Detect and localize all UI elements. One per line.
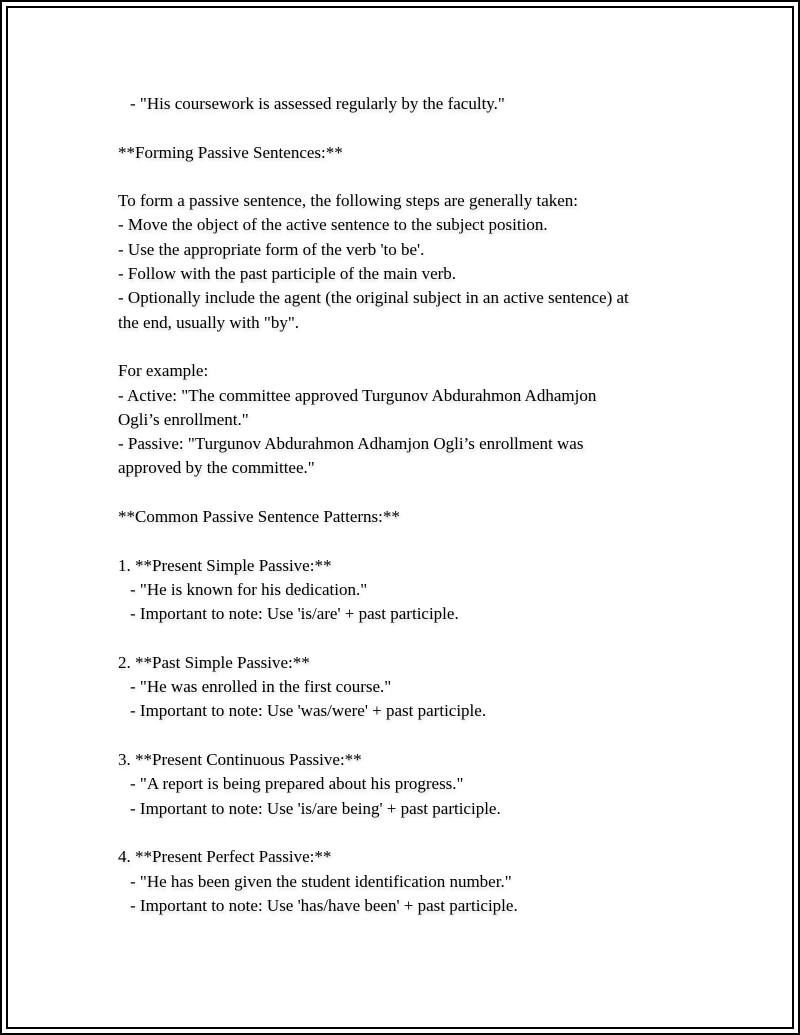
- step-line: the end, usually with "by".: [118, 312, 300, 332]
- example-label: For example:: [118, 361, 209, 381]
- pattern-title: 2. **Past Simple Passive:**: [118, 652, 310, 672]
- pattern-title: 1. **Present Simple Passive:**: [118, 555, 332, 575]
- example-line: Ogli’s enrollment.": [118, 409, 249, 429]
- pattern-note: - Important to note: Use 'is/are' + past participle.: [130, 604, 459, 624]
- step-line: - Use the appropriate form of the verb 'to be'.: [118, 239, 425, 259]
- step-line: - Move the object of the active sentence to the subject position.: [118, 215, 548, 235]
- pattern-example: - "A report is being prepared about his progress.": [130, 774, 464, 794]
- step-line: - Optionally include the agent (the original subject in an active sentence) at: [118, 288, 629, 308]
- intro-example: - "His coursework is assessed regularly by the faculty.": [130, 94, 505, 113]
- forming-intro: To form a passive sentence, the following steps are generally taken:: [118, 191, 579, 211]
- pattern-example: - "He is known for his dedication.": [130, 579, 368, 599]
- pattern-note: - Important to note: Use 'was/were' + past participle.: [130, 701, 487, 721]
- example-line: - Active: "The committee approved Turgunov Abdurahmon Adhamjon: [118, 385, 597, 405]
- pattern-title: 4. **Present Perfect Passive:**: [118, 847, 332, 867]
- spacer: [118, 529, 698, 553]
- pattern-note: - Important to note: Use 'is/are being' + past participle.: [130, 798, 501, 818]
- patterns-heading: **Common Passive Sentence Patterns:**: [118, 507, 400, 527]
- pattern-note: - Important to note: Use 'has/have been' + past participle.: [130, 895, 518, 915]
- spacer: [118, 116, 698, 140]
- example-line: - Passive: "Turgunov Abdurahmon Adhamjon Ogli’s enrollment was: [118, 434, 584, 454]
- pattern-title: 3. **Present Continuous Passive:**: [118, 750, 362, 770]
- spacer: [118, 481, 698, 505]
- example-line: approved by the committee.": [118, 458, 315, 478]
- pattern-example: - "He was enrolled in the first course.": [130, 677, 392, 697]
- step-line: - Follow with the past participle of the main verb.: [118, 264, 457, 284]
- spacer: [118, 335, 698, 359]
- forming-heading: **Forming Passive Sentences:**: [118, 142, 343, 162]
- document-body: [118, 92, 698, 918]
- pattern-example: - "He has been given the student identification number.": [130, 871, 512, 891]
- spacer: [118, 821, 698, 845]
- spacer: [118, 165, 698, 189]
- spacer: [118, 724, 698, 748]
- spacer: [118, 627, 698, 651]
